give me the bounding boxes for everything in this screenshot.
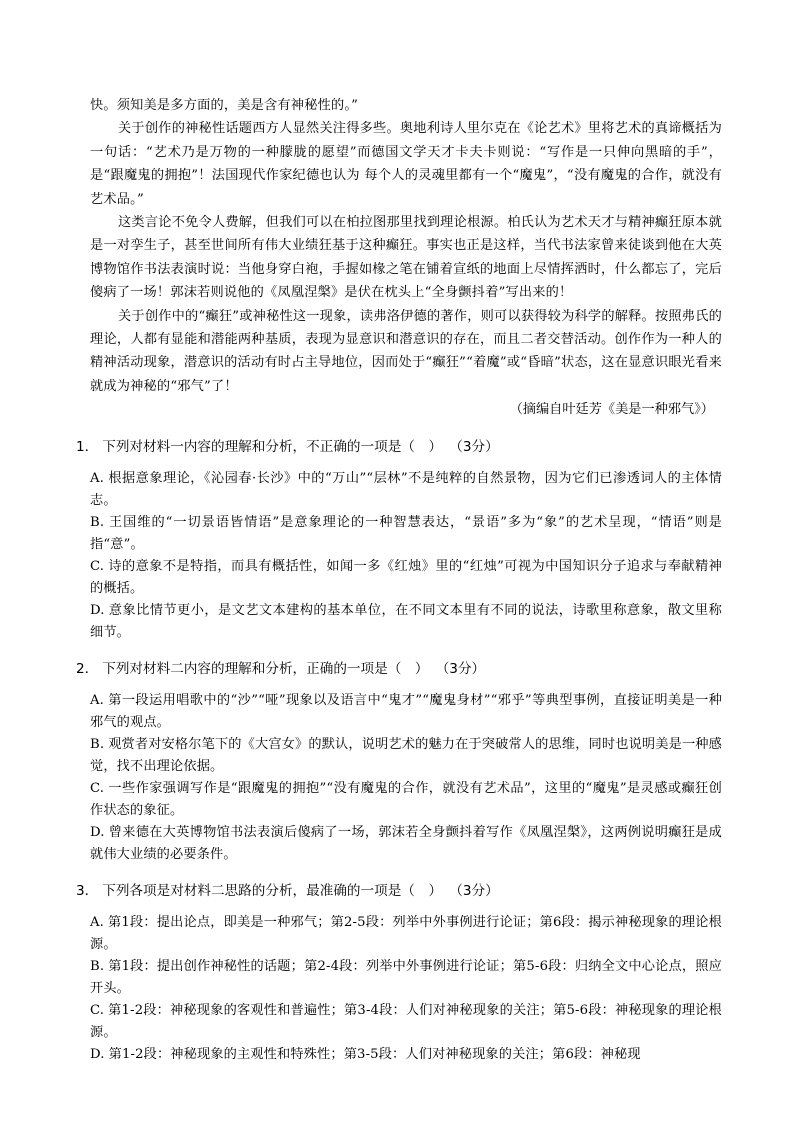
- option-key: C.: [90, 558, 105, 574]
- option-key: D.: [90, 602, 105, 618]
- question-stem: [76, 880, 722, 902]
- option-text: 第1-2段：神秘现象的主观性和特殊性；第3-5段：人们对神秘现象的关注；第6段：神秘现: [108, 1046, 641, 1062]
- option-text: 根据意象理论，《沁园春·长沙》中的“万山”“层林”不是纯粹的自然景物，因为它们已渗透词人的主体情志。: [90, 470, 722, 508]
- option-text: 诗的意象不是特指，而具有概括性，如闻一多《红烛》里的“红烛”可视为中国知识分子追求与奉献精神的概括。: [90, 558, 722, 596]
- question-score: （3分）: [442, 660, 486, 677]
- question-number: 3．: [76, 882, 99, 899]
- option-a: [90, 690, 722, 734]
- option-d: [90, 822, 722, 866]
- option-key: B.: [90, 958, 105, 974]
- question-text: 下列各项是对材料二思路的分析，最准确的一项是（ ）: [102, 882, 443, 899]
- option-c: [90, 1000, 722, 1044]
- material-paragraph: 这类言论不免令人费解，但我们可以在柏拉图那里找到理论根源。柏氏认为艺术天才与精神癫狂原本就是一对孪生子，甚至世间所有伟大业绩狂基于这种癫狂。事实也正是这样，当代书法家曾来徒谈到他在大英博物馆作书法表演时说：当他身穿白袍，手握如椽之笔在铺着宣纸的地面上尽情挥洒时，什么都忘了，完后傻病了一场！郭沫若则说他的《凤凰涅槃》是伏在枕头上“全身颤抖着”写出来的！: [90, 215, 722, 301]
- question-score: （3分）: [456, 882, 499, 899]
- question-1: [76, 436, 722, 644]
- option-key: A.: [90, 470, 105, 486]
- option-b: [90, 956, 722, 1000]
- question-stem: [76, 658, 722, 680]
- option-key: D.: [90, 1046, 105, 1062]
- option-b: [90, 734, 722, 778]
- option-d: [90, 1044, 722, 1066]
- question-stem: [76, 436, 722, 458]
- source-citation: （摘编自叶廷芳《美是一种邪气》）: [509, 402, 714, 418]
- option-a: [90, 912, 722, 956]
- option-text: 第1段：提出创作神秘性的话题；第2-4段：列举中外事例进行论证；第5-6段：归纳全文中心论点，照应开头。: [90, 958, 722, 996]
- option-b: [90, 512, 722, 556]
- option-c: [90, 778, 722, 822]
- option-key: D.: [90, 824, 105, 840]
- option-key: B.: [90, 514, 105, 530]
- option-text: 意象比情节更小，是文艺文本建构的基本单位，在不同文本里有不同的说法，诗歌里称意象，散文里称细节。: [90, 602, 722, 640]
- option-text: 第1-2段：神秘现象的客观性和普遍性；第3-4段：人们对神秘现象的关注；第5-6段：神秘现象的理论根源。: [90, 1002, 722, 1040]
- material-section: [90, 94, 722, 422]
- option-text: 第一段运用唱歌中的“沙”“哑”现象以及语言中“鬼才”“魔鬼身材”“邪乎”等典型事例，直接证明美是一种邪气的观点。: [90, 692, 722, 730]
- option-text: 观赏者对安格尔笔下的《大宫女》的默认，说明艺术的魅力在于突破常人的思维，同时也说明美是一种感觉，找不出理论依据。: [90, 736, 722, 774]
- option-text: 第1段：提出论点，即美是一种邪气；第2-5段：列举中外事例进行论证；第6段：揭示神秘现象的理论根源。: [90, 914, 722, 952]
- option-key: A.: [90, 692, 105, 708]
- question-number: 1．: [76, 438, 99, 455]
- document-page: [76, 94, 722, 1066]
- material-paragraph: 快。须知美是多方面的，美是含有神秘性的。”: [90, 98, 359, 113]
- option-key: A.: [90, 914, 105, 930]
- option-key: C.: [90, 780, 105, 796]
- option-a: [90, 468, 722, 512]
- material-paragraph: 关于创作的神秘性话题西方人显然关注得多些。奥地利诗人里尔克在《论艺术》里将艺术的真谛概括为一句话：“艺术乃是万物的一种朦胧的愿望”而德国文学天才卡夫卡则说：“写作是一只伸向黑暗的手”，是“跟魔鬼的拥抱”！法国现代作家纪德也认为 每个人的灵魂里都有一个“魔鬼”，“没有魔鬼的合作，就没有艺术品。”: [90, 121, 722, 207]
- question-2: [76, 658, 722, 866]
- option-text: 王国维的“一切景语皆情语”是意象理论的一种智慧表达，“景语”多为“象”的艺术呈现，“情语”则是指“意”。: [90, 514, 722, 552]
- question-number: 2．: [76, 660, 99, 677]
- question-text: 下列对材料一内容的理解和分析，不正确的一项是（ ）: [102, 438, 443, 455]
- option-key: B.: [90, 736, 105, 752]
- option-text: 一些作家强调写作是“跟魔鬼的拥抱”“没有魔鬼的合作，就没有艺术品”，这里的“魔鬼”是灵感或癫狂创作状态的象征。: [90, 780, 722, 818]
- option-text: 曾来德在大英博物馆书法表演后傻病了一场，郭沫若全身颤抖着写作《凤凰涅槃》，这两例说明癫狂是成就伟大业绩的必要条件。: [90, 824, 722, 862]
- material-paragraph: 关于创作中的“癫狂”或神秘性这一现象，读弗洛伊德的著作，则可以获得较为科学的解释。按照弗氏的理论，人都有显能和潜能两种基质，表现为显意识和潜意识的存在，而且二者交替活动。创作作为一种人的精神活动现象，潜意识的活动有时占主导地位，因而处于“癫狂”“着魔”或“昏暗”状态，这在显意识眼光看来就成为神秘的“邪气”了！: [90, 308, 722, 394]
- question-text: 下列对材料二内容的理解和分析，正确的一项是（ ）: [102, 660, 429, 677]
- option-c: [90, 556, 722, 600]
- option-d: [90, 600, 722, 644]
- question-score: （3分）: [456, 438, 499, 455]
- option-key: C.: [90, 1002, 105, 1018]
- question-3: [76, 880, 722, 1066]
